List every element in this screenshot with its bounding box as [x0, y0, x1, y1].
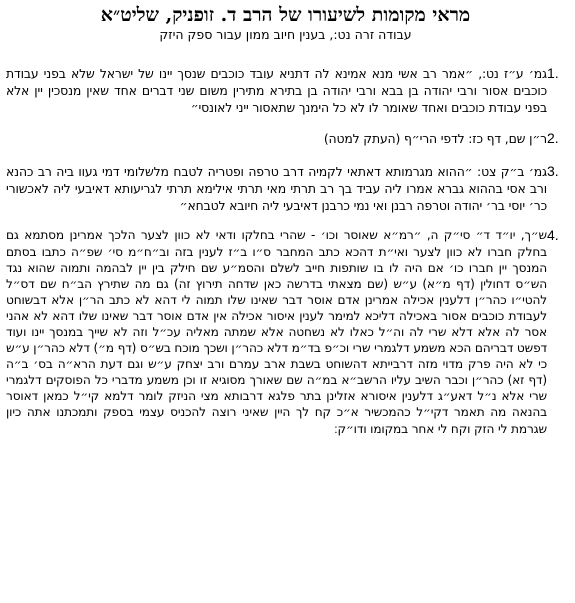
source-number: 4.	[547, 227, 559, 244]
source-item-4	[6, 227, 565, 436]
source-text: ש״ך, יו״ד ד״ סי״ק ה, ״רמ״א שאוסר וכו׳ - שהרי בחלקו ודאי לא כוון לצער הלכך אמרינן מסתמא גם בחלק חברו לא כוון לצער ואי״ת דהכא כתב המחבר ס״ו ב״ז לענין בזה וב״ח״מ סי׳ שפ״ה כתבו בסתם המנסך יין חברו כו׳ אם היה לו בו שותפות חייב לשלם והסמ״ע שם חילק בין יין לבהמה ותמוה שהוא נגד הש״ס דחולין (דף מ״א) ע״ש (שם מצאתי בדרשה כאן שדחה תירוץ זה) גם מה שתירץ הב״ח שם דס״ל להטי״ו כהר״ן דלענין אכילה אמרינן אדם אוסר דבר שאינו שלו תמוה לי דהא לא כתב הר״ן אלא דבשוחט לעבודת כוכבים אסור באכילה דליכא למימר לענין איסור אכילה אין אדם אוסר דבר שאינו שלו דהא לא אהני אסר לה אלא דלא שרי לה וה״ל כאלו לא נשחטה אלא שמתה מאליה עכ״ל וזה לא שייך במנסך יינו ועוד דפשט דבריהם הכא משמע דלגמרי שרי וכ״פ בד״מ דלא כהר״ן ושכך מוכח בש״ס (דף מ״) דלא כהר״ן ע״ש כי לא היה פרק מדוי מזה דרבייתא דהשוחט בשבת ארב עמרם ורב יצחק ע״ש וגם דעת הרא״ה בס׳ ב״ה (דף זא) כהר״ן וכבר השיב עליו הרשב״א במ״ה שם שאורך מסוגיא זו וכן משמע מדברי כל הפוסקים דלגמרי שרי אלא נ״ל דאע״ג דלענין איסורא אזלינן בתר פלגא דרבותא מצי הניזק לומר דלמא קי״ל כמאן דאוסר בהנאה מה תאמר דקי״ל כהמכשיר א״כ קח לך היין שאיני רוצה להכניס עצמי בספק ותמכתנו אתה כיון שגרמת לי הזק וקח לי אחר במקומו ודו״ק׃	[6, 228, 547, 436]
source-text: גמ׳ ע״ז נט:, ״אמר רב אשי מנא אמינא לה דתניא עובד כוכבים שנסך יינו של ישראל שלא בפני עבודת כוכבים אסור ורבי יהודה בן בבא ורבי יהודה בן בתירא מתירין משום שני דברים אחד שאין מנסכין יין אלא בפני עבודת כוכבים ואחד שאומר לו לא כל הימנך שתאסור ייני לאונסי״	[6, 66, 547, 116]
source-item-1	[6, 65, 565, 117]
source-number: 1.	[547, 65, 559, 81]
page-subtitle: עבודה זרה נט:, בענין חיוב ממון עבור ספק היזק	[159, 27, 412, 42]
source-item-2	[6, 130, 565, 147]
source-item-3	[6, 163, 565, 215]
page-title: מראי מקומות לשיעורו של הרב ד. זופניק, שליט״א	[100, 4, 471, 26]
source-number: 3.	[547, 162, 559, 179]
sources-list	[6, 65, 565, 437]
source-number: 2.	[547, 129, 559, 146]
source-text: ר״ן שם, דף כז: לדפי הרי״ף (העתק למטה)	[323, 130, 547, 146]
source-text: גמ׳ ב״ק צט: ״ההוא מגרמותא דאתאי לקמיה דרב טרפה ופטריה לטבח מלשלומי דמי געוו ביה רב כהנא ורב אסי בההוא גברא אמרו ליה עביד בך רב תרתי מאי תרתי אילימא תרתי לגריעותא דאיבעי ליה לאכשורי כר׳ יוסי בר׳ יהודה וטרפה רבנן ואי נמי כרבנן דאיבעי ליה חיובא לטבחא״	[6, 163, 547, 214]
